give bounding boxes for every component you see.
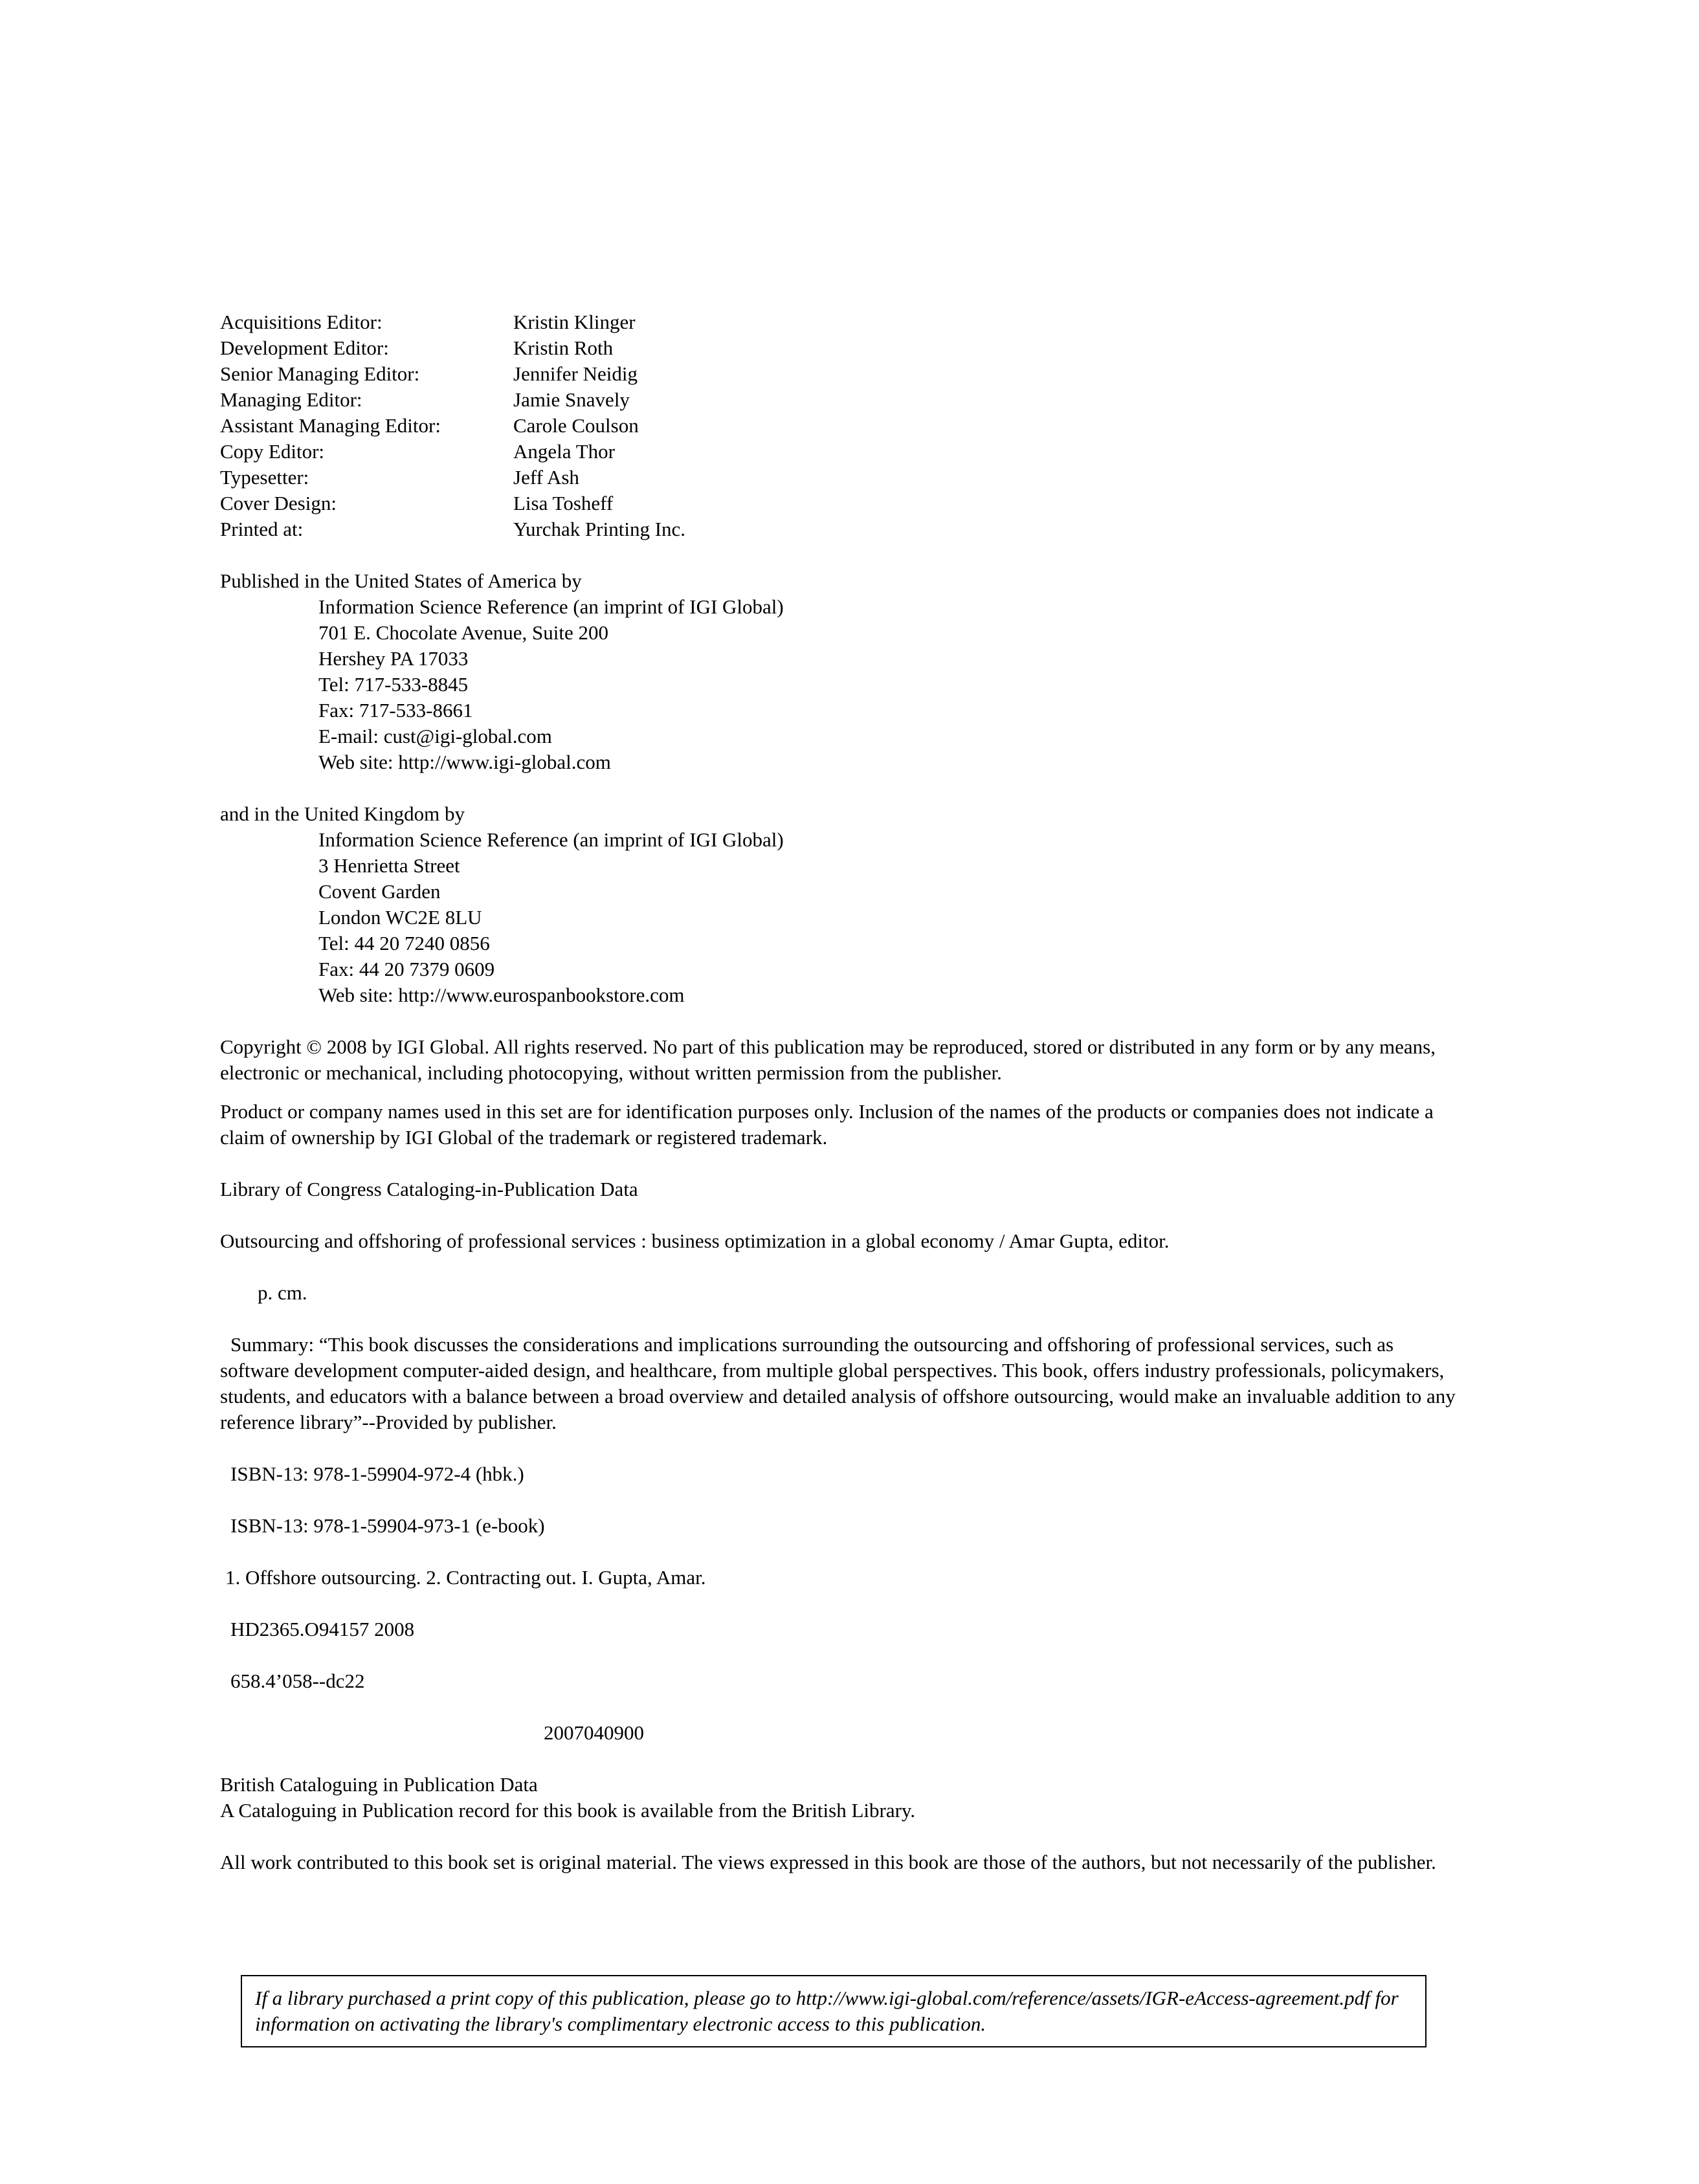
staff-name: Kristin Klinger (513, 311, 636, 333)
loc-summary: Summary: “This book discusses the considerations and implications surrounding the outsourcing and offshoring of professional services, such as software development computer-aided design, and healthcare, from multiple global perspectives. This book, offers industry professionals, policymakers, students, and educators with a balance between a broad overview and detailed analysis of offshore outsourcing, would make an invaluable addition to any reference library”--Provided by publisher. (220, 1333, 1456, 1433)
staff-role: Typesetter: (220, 466, 309, 489)
copyright-notice: Copyright © 2008 by IGI Global. All rights reserved. No part of this publication may be reproduced, stored or distributed in any form or by any means, electronic or mechanical, including photocopying, without written permission from the publisher. (220, 1035, 1436, 1084)
isbn-ebook: ISBN-13: 978-1-59904-973-1 (e-book) (230, 1514, 545, 1537)
staff-name: Yurchak Printing Inc. (513, 518, 686, 540)
uk-publisher-line: London WC2E 8LU (318, 906, 482, 929)
us-publisher-line: Tel: 717-533-8845 (318, 673, 469, 696)
staff-list (220, 309, 1463, 542)
british-heading: British Cataloguing in Publication Data (220, 1773, 538, 1796)
staff-role: Cover Design: (220, 492, 337, 514)
isbn-hbk: ISBN-13: 978-1-59904-972-4 (hbk.) (230, 1462, 524, 1485)
eaccess-notice-text: If a library purchased a print copy of this publication, please go to http://www.igi-global.com/reference/assets/IGR-eAccess-agreement.pdf for information on activating the library's complimentary electronic access to this publication. (255, 1987, 1399, 2035)
loc-heading: Library of Congress Cataloging-in-Publication Data (220, 1178, 638, 1200)
us-publisher-line: Fax: 717-533-8661 (318, 699, 473, 722)
us-publisher-block (220, 568, 1463, 775)
eaccess-notice-box (241, 1975, 1427, 2047)
staff-row (220, 387, 1463, 413)
staff-role: Acquisitions Editor: (220, 311, 383, 333)
staff-row (220, 516, 1463, 542)
british-text: A Cataloguing in Publication record for this book is available from the British Library. (220, 1799, 916, 1822)
loc-subjects: 1. Offshore outsourcing. 2. Contracting out. I. Gupta, Amar. (225, 1566, 706, 1589)
staff-name: Angela Thor (513, 440, 615, 463)
loc-lccn: 2007040900 (544, 1721, 644, 1744)
loc-title-line: Outsourcing and offshoring of professional services : business optimization in a global economy / Amar Gupta, editor. (220, 1230, 1170, 1252)
trademark-notice: Product or company names used in this set are for identification purposes only. Inclusion of the names of the products or companies does not indicate a claim of ownership by IGI Global of the trademark or registered trademark. (220, 1100, 1434, 1149)
copyright-page (220, 309, 1463, 1875)
staff-role: Printed at: (220, 518, 304, 540)
uk-publisher-line: Tel: 44 20 7240 0856 (318, 932, 490, 954)
us-publisher-line: Information Science Reference (an imprint of IGI Global) (318, 595, 784, 618)
us-publisher-line: Hershey PA 17033 (318, 647, 469, 670)
loc-pcm: p. cm. (258, 1281, 307, 1304)
staff-name: Lisa Tosheff (513, 492, 614, 514)
staff-row (220, 439, 1463, 465)
staff-role: Senior Managing Editor: (220, 362, 420, 385)
us-publisher-line: E-mail: cust@igi-global.com (318, 725, 552, 747)
loc-ddc: 658.4’058--dc22 (230, 1670, 365, 1692)
original-material-notice: All work contributed to this book set is original material. The views expressed in this book are those of the authors, but not necessarily of the publisher. (220, 1851, 1436, 1873)
uk-publisher-block (220, 801, 1463, 1008)
uk-publisher-line: Information Science Reference (an imprint of IGI Global) (318, 828, 784, 851)
uk-publisher-line: Fax: 44 20 7379 0609 (318, 958, 495, 980)
staff-row (220, 361, 1463, 387)
staff-row (220, 309, 1463, 335)
uk-publisher-intro: and in the United Kingdom by (220, 802, 465, 825)
uk-publisher-line: Covent Garden (318, 880, 441, 903)
us-publisher-line: 701 E. Chocolate Avenue, Suite 200 (318, 621, 608, 644)
us-publisher-line: Web site: http://www.igi-global.com (318, 751, 611, 773)
staff-name: Jamie Snavely (513, 388, 630, 411)
staff-role: Assistant Managing Editor: (220, 414, 441, 437)
staff-name: Kristin Roth (513, 336, 614, 359)
staff-row (220, 335, 1463, 361)
staff-row (220, 413, 1463, 439)
staff-row (220, 491, 1463, 516)
staff-role: Development Editor: (220, 336, 389, 359)
staff-name: Jeff Ash (513, 466, 579, 489)
us-publisher-intro: Published in the United States of America by (220, 569, 582, 592)
staff-name: Jennifer Neidig (513, 362, 638, 385)
staff-name: Carole Coulson (513, 414, 639, 437)
staff-row (220, 465, 1463, 491)
staff-role: Copy Editor: (220, 440, 325, 463)
staff-role: Managing Editor: (220, 388, 362, 411)
loc-lcc: HD2365.O94157 2008 (230, 1618, 415, 1640)
uk-publisher-line: Web site: http://www.eurospanbookstore.com (318, 984, 685, 1006)
uk-publisher-line: 3 Henrietta Street (318, 854, 460, 877)
